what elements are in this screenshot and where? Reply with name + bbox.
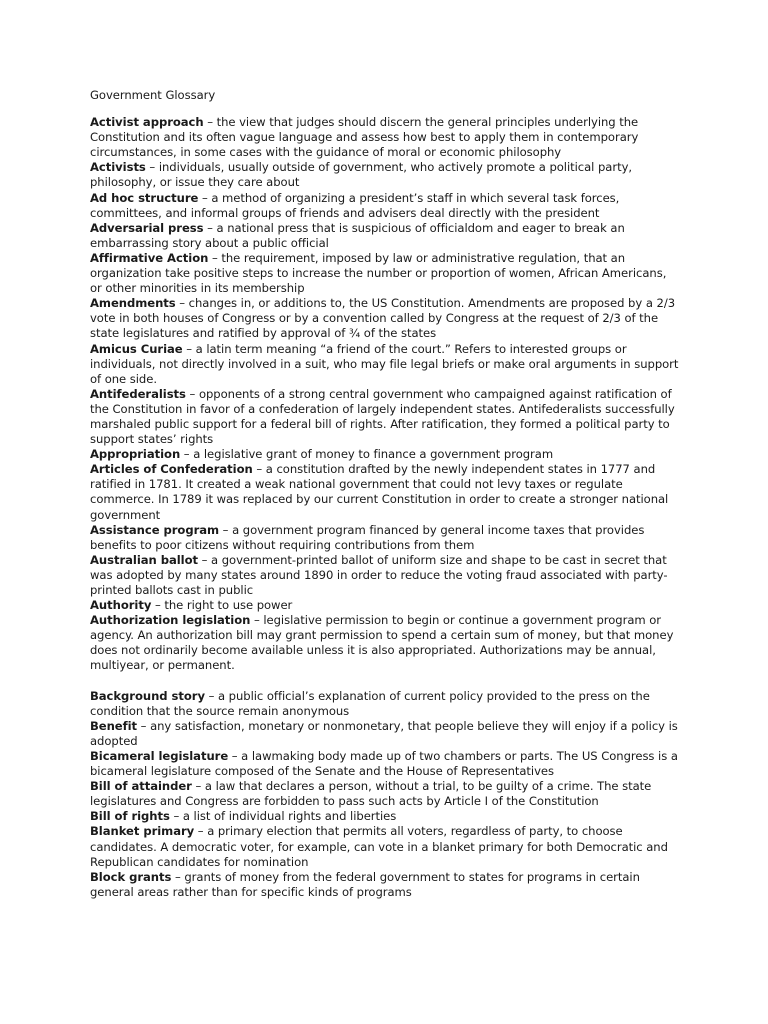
term-separator: –: [145, 160, 159, 175]
glossary-definition: individuals, usually outside of government, who actively promote a political party, philosophy, or issue they care about: [90, 160, 633, 190]
glossary-definition: a law that declares a person, without a trial, to be guilty of a crime. The state legislatures and Congress are forbidden to pass such acts by Article I of the Constitution: [90, 779, 652, 809]
glossary-term: Articles of Confederation: [90, 462, 253, 477]
glossary-entry: [90, 749, 680, 779]
term-separator: –: [203, 220, 217, 235]
glossary-term: Block grants: [90, 869, 172, 884]
glossary-definition: legislative permission to begin or continue a government program or agency. An authorization bill may grant permission to spend a certain sum of money, but that money does not ordinarily become available unless it is also appropriated. Authorizations may be annual, multiyear, or permanent.: [90, 613, 674, 673]
term-separator: –: [198, 552, 212, 567]
glossary-term: Australian ballot: [90, 552, 199, 567]
term-separator: –: [151, 598, 165, 613]
glossary-entry: [90, 809, 680, 824]
glossary-term: Ad hoc structure: [90, 190, 199, 205]
term-separator: –: [175, 296, 189, 311]
term-separator: –: [219, 522, 233, 537]
glossary-definition: a method of organizing a president’s staff in which several task forces, committees, and informal groups of friends and advisers deal directly with the president: [90, 190, 620, 220]
glossary-term: Assistance program: [90, 522, 220, 537]
glossary-entry: [90, 221, 680, 251]
term-separator: –: [204, 688, 218, 703]
glossary-definition: a latin term meaning “a friend of the court.” Refers to interested groups or individuals, not directly involved in a suit, who may file legal briefs or make oral arguments in support of one side.: [90, 341, 679, 386]
glossary-term: Adversarial press: [90, 220, 204, 235]
term-separator: –: [137, 718, 151, 733]
glossary-term: Amendments: [90, 296, 176, 311]
glossary-term: Activists: [90, 160, 146, 175]
glossary-term: Blanket primary: [90, 824, 195, 839]
glossary-term: Authorization legislation: [90, 613, 251, 628]
glossary-definition: a legislative grant of money to finance a government program: [193, 447, 554, 462]
glossary-entry: [90, 824, 680, 869]
term-separator: –: [171, 869, 185, 884]
glossary-entry: [90, 779, 680, 809]
term-separator: –: [208, 250, 222, 265]
term-separator: –: [252, 462, 266, 477]
term-separator: –: [228, 748, 242, 763]
glossary-entry: [90, 523, 680, 553]
glossary-entry: [90, 251, 680, 296]
glossary-section-b: [90, 689, 680, 900]
glossary-section-a: [90, 115, 680, 673]
glossary-definition: a lawmaking body made up of two chambers or parts. The US Congress is a bicameral legislature composed of the Senate and the House of Representatives: [90, 748, 678, 779]
glossary-entry: [90, 115, 680, 160]
glossary-term: Affirmative Action: [90, 250, 209, 265]
section-gap: [90, 674, 680, 689]
glossary-term: Appropriation: [90, 447, 181, 462]
glossary-entry: [90, 719, 680, 749]
glossary-entry: [90, 160, 680, 190]
glossary-definition: a national press that is suspicious of officialdom and eager to break an embarrassing story about a public official: [90, 220, 625, 250]
glossary-entry: [90, 598, 680, 613]
glossary-definition: a government program financed by general income taxes that provides benefits to poor citizens without requiring contributions from them: [90, 522, 645, 552]
glossary-definition: opponents of a strong central government who campaigned against ratification of the Constitution in favor of a confederation of largely independent states. Antifederalists successfully marshaled public support for a federal bill of rights. After ratification, they formed a political party to support states’ rights: [90, 386, 675, 447]
term-separator: –: [203, 115, 217, 130]
term-separator: –: [169, 809, 183, 824]
document-title: Government Glossary: [90, 88, 216, 102]
term-separator: –: [191, 779, 205, 794]
glossary-definition: a primary election that permits all voters, regardless of party, to choose candidates. A democratic voter, for example, can vote in a blanket primary for both Democratic and Republican candidates for nomination: [90, 824, 668, 869]
glossary-definition: the right to use power: [164, 598, 293, 613]
glossary-definition: the requirement, imposed by law or administrative regulation, that an organization take positive steps to increase the number or proportion of women, African Americans, or other minorities in its membership: [90, 250, 667, 296]
glossary-entry: [90, 553, 680, 598]
glossary-term: Authority: [90, 598, 152, 613]
glossary-term: Background story: [90, 688, 205, 703]
term-separator: –: [198, 190, 212, 205]
glossary-definition: a list of individual rights and liberties: [182, 809, 397, 824]
document-page: [90, 88, 680, 900]
glossary-entry: [90, 447, 680, 462]
glossary-term: Bicameral legislature: [90, 748, 229, 763]
glossary-term: Antifederalists: [90, 386, 186, 401]
glossary-term: Activist approach: [90, 115, 204, 130]
glossary-definition: changes in, or additions to, the US Constitution. Amendments are proposed by a 2/3 vote in both houses of Congress or by a convention called by Congress at the request of 2/3 of the state legislatures and ratified by approval of ¾ of the states: [90, 296, 676, 341]
term-separator: –: [185, 386, 199, 401]
glossary-entry: [90, 342, 680, 387]
glossary-term: Amicus Curiae: [90, 341, 183, 356]
term-separator: –: [182, 341, 196, 356]
term-separator: –: [250, 613, 264, 628]
glossary-definition: the view that judges should discern the general principles underlying the Constitution and its often vague language and assess how best to apply them in contemporary circumstances, in some cases with the guidance of moral or economic philosophy: [90, 115, 639, 160]
glossary-entry: [90, 296, 680, 341]
glossary-entry: [90, 870, 680, 900]
glossary-definition: any satisfaction, monetary or nonmonetary, that people believe they will enjoy if a policy is adopted: [90, 718, 678, 748]
glossary-definition: grants of money from the federal government to states for programs in certain general areas rather than for specific kinds of programs: [90, 869, 640, 899]
glossary-term: Bill of rights: [90, 809, 170, 824]
glossary-entry: [90, 462, 680, 522]
glossary-entry: [90, 689, 680, 719]
glossary-definition: a constitution drafted by the newly independent states in 1777 and ratified in 1781. It created a weak national government that could not levy taxes or regulate commerce. In 1789 it was replaced by our current Constitution in order to create a stronger national government: [90, 462, 669, 522]
glossary-term: Benefit: [90, 718, 138, 733]
term-separator: –: [180, 447, 194, 462]
glossary-definition: a government-printed ballot of uniform size and shape to be cast in secret that was adopted by many states around 1890 in order to reduce the voting fraud associated with party-printed ballots cast in public: [90, 552, 668, 597]
glossary-term: Bill of attainder: [90, 779, 192, 794]
glossary-entry: [90, 613, 680, 673]
glossary-entry: [90, 191, 680, 221]
glossary-entry: [90, 387, 680, 447]
glossary-definition: a public official’s explanation of current policy provided to the press on the condition that the source remain anonymous: [90, 688, 650, 718]
term-separator: –: [194, 824, 208, 839]
